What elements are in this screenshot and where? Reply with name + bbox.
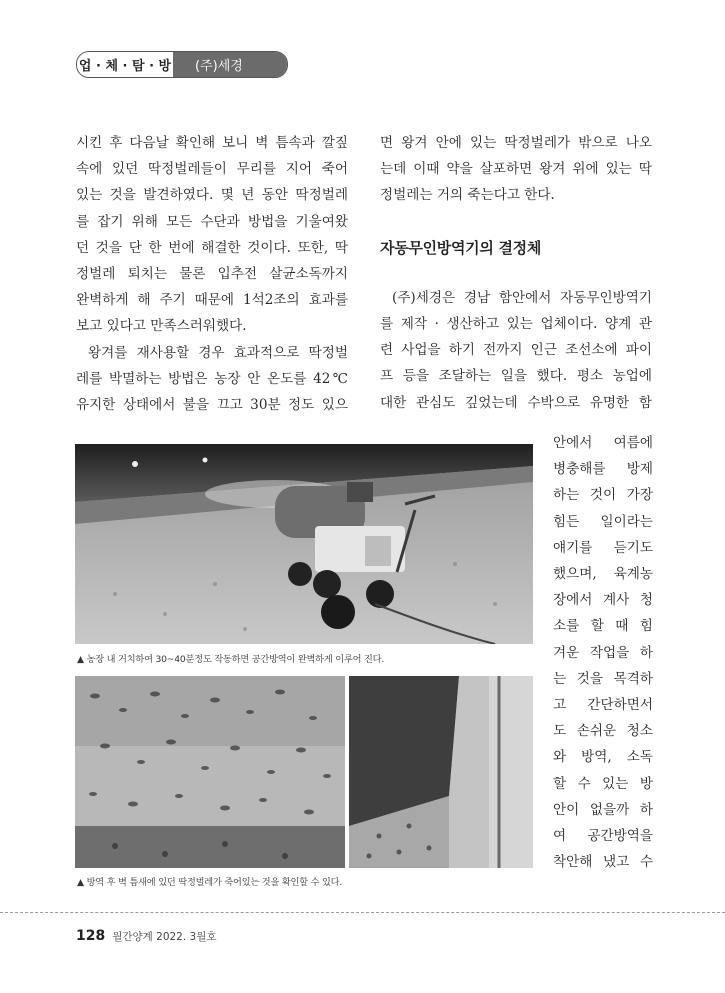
text-line: 소를 할 때 힘 [553, 618, 653, 635]
text-line: 는데 이때 약을 살포하면 왕겨 위에 있는 딱 [380, 161, 652, 178]
photo-caption: ▲ 농장 내 거치하여 30~40분정도 작동하면 공간방역이 완벽하게 이루어 진다. [77, 654, 385, 665]
text-line: 레를 박멸하는 방법은 농장 안 온도를 42℃ [76, 370, 348, 387]
left-column [76, 130, 348, 418]
text-line: 대한 관심도 깊었는데 수박으로 유명한 함 [380, 394, 652, 411]
text-line: 했으며, 육계농 [553, 566, 653, 583]
section-heading: 자동무인방역기의 결정체 [380, 238, 542, 257]
text-line: 보고 있다고 만족스러워했다. [76, 318, 247, 335]
text-line: 안에서 여름에 [553, 435, 653, 451]
sprayer-machine-photo [75, 444, 533, 644]
text-line: 착안해 냈고 수 [553, 854, 653, 871]
section-header [76, 51, 288, 78]
text-line: 시킨 후 다음날 확인해 보니 벽 틈속과 깔짚 [76, 135, 348, 151]
text-line: 와 방역, 소독 [553, 749, 653, 766]
text-line: (주)세경은 경남 함안에서 자동무인방역기 [392, 289, 652, 306]
text-line: 하는 것이 가장 [553, 487, 653, 504]
publication-name: 월간양계 2022. 3월호 [112, 931, 217, 943]
photo-caption: ▲ 방역 후 벽 틈새에 있던 딱정벌레가 죽어있는 것을 확인할 수 있다. [77, 877, 343, 888]
section-label: 업 · 체 · 탐 · 방 [77, 52, 173, 77]
text-line: 겨운 작업을 하 [553, 644, 653, 661]
narrow-column [553, 430, 653, 875]
text-line: 고 간단하면서 [553, 697, 653, 714]
text-line: 완벽하게 해 주기 때문에 1석2조의 효과를 [76, 292, 348, 309]
text-line: 힘든 일이라는 [553, 513, 653, 530]
text-line: 여 공간방역을 [553, 828, 653, 845]
text-line: 얘기를 듣기도 [553, 539, 653, 556]
text-line: 는 것을 목격하 [553, 670, 653, 687]
right-column [380, 130, 652, 416]
text-line: 안이 없을까 하 [553, 801, 653, 818]
company-label: (주)세경 [173, 52, 287, 77]
wall-gap-photo [349, 676, 533, 868]
page-footer [76, 928, 217, 944]
text-line: 를 잡기 위해 모든 수단과 방법을 기울여왔 [76, 213, 348, 230]
text-line: 병충해를 방제 [553, 461, 653, 478]
text-line: 정벌레 퇴치는 물론 입추전 살균소독까지 [76, 266, 348, 283]
page-number: 128 [76, 928, 106, 944]
text-line: 왕겨를 재사용할 경우 효과적으로 딱정벌 [88, 344, 348, 361]
text-line: 를 제작 · 생산하고 있는 업체이다. 양계 관 [380, 316, 652, 333]
text-line: 프 등을 조달하는 일을 했다. 평소 농업에 [380, 368, 652, 385]
text-line: 있는 것을 발견하였다. 몇 년 동안 딱정벌레 [76, 187, 348, 204]
text-line: 속에 있던 딱정벌레들이 무리를 지어 죽어 [76, 161, 348, 178]
text-line: 던 것을 단 한 번에 해결한 것이다. 또한, 딱 [76, 239, 348, 256]
text-line: 유지한 상태에서 불을 끄고 30분 정도 있으 [76, 397, 348, 414]
text-line: 련 사업을 하기 전까지 인근 조선소에 파이 [380, 342, 652, 359]
text-line: 정벌레는 거의 죽는다고 한다. [380, 187, 555, 204]
text-line: 할 수 있는 방 [553, 775, 653, 792]
text-line: 장에서 계사 청 [553, 592, 653, 609]
dead-beetles-photo [75, 676, 345, 868]
footer-divider [0, 912, 725, 913]
text-line: 도 손쉬운 청소 [553, 723, 653, 740]
text-line: 면 왕겨 안에 있는 딱정벌레가 밖으로 나오 [380, 135, 652, 151]
